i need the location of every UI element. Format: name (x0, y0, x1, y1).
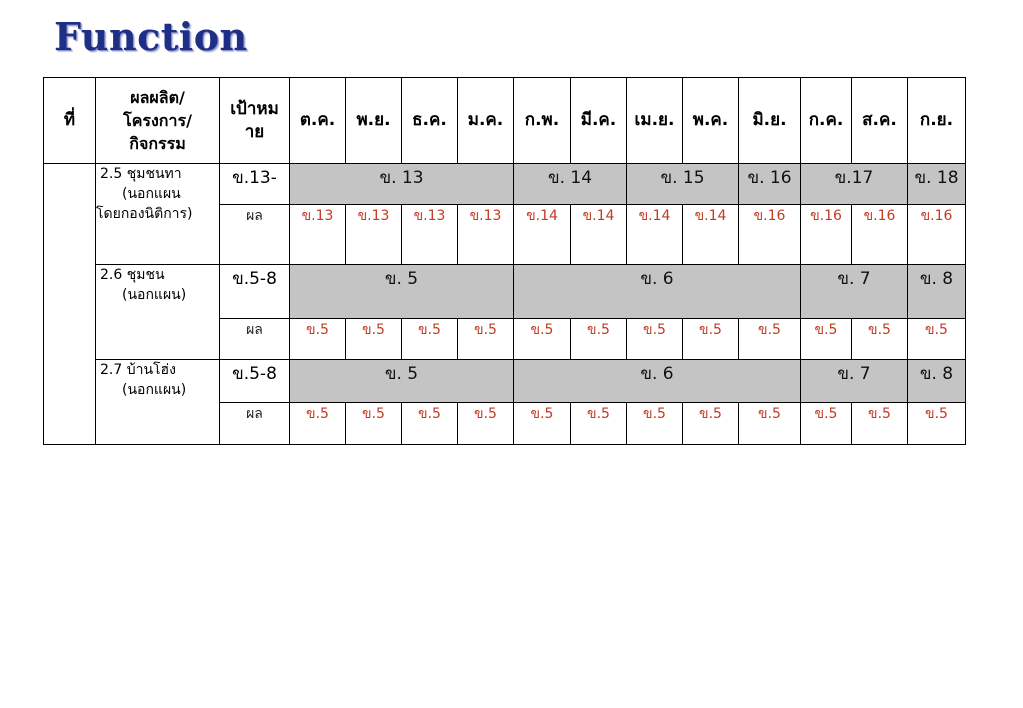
header-item-line3: กิจกรรม (129, 134, 186, 153)
plan-band: ข. 8 (908, 360, 966, 403)
result-cell: ข.14 (571, 205, 627, 265)
result-cell: ข.5 (908, 319, 966, 360)
result-cell: ข.16 (801, 205, 852, 265)
header-target-line1: เป้าหม (230, 98, 279, 119)
result-cell: ข.16 (908, 205, 966, 265)
result-cell: ข.5 (346, 319, 402, 360)
item-line2: (นอกแผน) (122, 382, 187, 398)
result-cell: ข.5 (852, 403, 908, 445)
plan-band: ข. 5 (290, 360, 514, 403)
header-month: ส.ค. (852, 78, 908, 164)
result-cell: ข.16 (739, 205, 801, 265)
result-cell: ข.5 (801, 403, 852, 445)
plan-band: ข. 8 (908, 265, 966, 319)
result-cell: ข.5 (852, 319, 908, 360)
header-target (220, 78, 290, 164)
result-cell: ข.5 (571, 319, 627, 360)
result-cell: ข.5 (458, 403, 514, 445)
plan-band: ข. 13 (290, 164, 514, 205)
plan-band: ข. 6 (514, 265, 801, 319)
header-month: ธ.ค. (402, 78, 458, 164)
result-cell: ข.5 (290, 319, 346, 360)
header-target-line2: าย (244, 121, 265, 142)
header-no: ที่ (44, 78, 96, 164)
plan-band: ข. 7 (801, 360, 908, 403)
item-line1: 2.6 ชุมชน (100, 267, 165, 283)
result-label: ผล (220, 319, 290, 360)
result-cell: ข.5 (571, 403, 627, 445)
header-row (44, 78, 966, 164)
row-number-cell (44, 164, 96, 445)
plan-band: ข. 15 (627, 164, 739, 205)
header-month: พ.ย. (346, 78, 402, 164)
plan-band: ข. 7 (801, 265, 908, 319)
page-title: Function (54, 14, 248, 59)
result-cell: ข.5 (739, 403, 801, 445)
result-cell: ข.5 (346, 403, 402, 445)
plan-band: ข. 14 (514, 164, 627, 205)
result-cell: ข.5 (627, 403, 683, 445)
result-label: ผล (220, 403, 290, 445)
target-cell: ข.5-8 (220, 265, 290, 319)
result-cell: ข.14 (627, 205, 683, 265)
target-cell: ข.13- (220, 164, 290, 205)
item-line3: โดยกองนิติการ) (96, 206, 193, 222)
result-cell: ข.5 (402, 403, 458, 445)
plan-table (43, 77, 966, 445)
result-cell: ข.14 (514, 205, 571, 265)
item-line1: 2.7 บ้านโฮ่ง (100, 362, 176, 378)
result-cell: ข.5 (402, 319, 458, 360)
plan-row (44, 265, 966, 319)
result-cell: ข.13 (458, 205, 514, 265)
result-cell: ข.5 (908, 403, 966, 445)
header-month: เม.ย. (627, 78, 683, 164)
header-item (96, 78, 220, 164)
header-item-line1: ผลผลิต/ (130, 88, 185, 107)
header-month: ก.ย. (908, 78, 966, 164)
item-line2: (นอกแผน) (122, 287, 187, 303)
plan-band: ข. 16 (739, 164, 801, 205)
result-cell: ข.5 (801, 319, 852, 360)
result-cell: ข.13 (290, 205, 346, 265)
item-line1: 2.5 ชุมชนทา (100, 166, 182, 182)
result-cell: ข.13 (346, 205, 402, 265)
result-cell: ข.5 (739, 319, 801, 360)
item-line2: (นอกแผน (122, 186, 181, 202)
result-cell: ข.5 (514, 403, 571, 445)
result-cell: ข.5 (290, 403, 346, 445)
result-cell: ข.5 (683, 319, 739, 360)
result-label: ผล (220, 205, 290, 265)
result-cell: ข.14 (683, 205, 739, 265)
result-cell: ข.5 (627, 319, 683, 360)
header-month: มิ.ย. (739, 78, 801, 164)
plan-row (44, 164, 966, 205)
result-cell: ข.5 (683, 403, 739, 445)
result-cell: ข.5 (458, 319, 514, 360)
header-month: ก.พ. (514, 78, 571, 164)
result-cell: ข.13 (402, 205, 458, 265)
header-month: พ.ค. (683, 78, 739, 164)
plan-band: ข.17 (801, 164, 908, 205)
plan-band: ข. 5 (290, 265, 514, 319)
plan-row (44, 360, 966, 403)
header-month: ม.ค. (458, 78, 514, 164)
item-cell (96, 360, 220, 445)
header-month: ต.ค. (290, 78, 346, 164)
result-cell: ข.5 (514, 319, 571, 360)
plan-band: ข. 18 (908, 164, 966, 205)
header-month: มี.ค. (571, 78, 627, 164)
result-cell: ข.16 (852, 205, 908, 265)
item-cell (96, 265, 220, 360)
item-cell (96, 164, 220, 265)
target-cell: ข.5-8 (220, 360, 290, 403)
plan-band: ข. 6 (514, 360, 801, 403)
header-item-line2: โครงการ/ (123, 111, 192, 130)
header-month: ก.ค. (801, 78, 852, 164)
